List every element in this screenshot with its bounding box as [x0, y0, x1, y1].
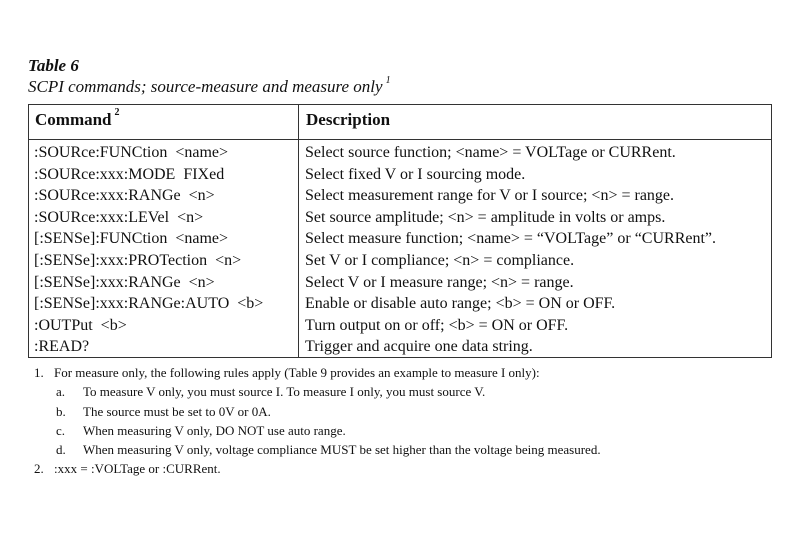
table-label: Table 6 — [28, 56, 79, 75]
command-column-header — [35, 107, 120, 130]
description-cell: Select V or I measure range; <n> = range. — [305, 273, 574, 291]
table-row — [29, 185, 771, 207]
footnote-1 — [34, 363, 601, 382]
description-cell: Set V or I compliance; <n> = compliance. — [305, 251, 575, 269]
subitem-text: When measuring V only, voltage compliance MUST be set higher than the voltage being measured. — [83, 442, 601, 458]
description-cell: Trigger and acquire one data string. — [305, 338, 533, 356]
footnote-text: For measure only, the following rules apply (Table 9 provides an example to measure I only): — [54, 365, 540, 380]
header-rule — [29, 139, 771, 140]
table-row — [29, 250, 771, 272]
command-footnote-ref: 2 — [114, 107, 120, 119]
subitem-text: To measure V only, you must source I. To measure I only, you must source V. — [83, 384, 486, 400]
subitem-letter: c. — [56, 422, 66, 438]
command-cell: :SOURce:FUNCtion <name> — [34, 144, 229, 161]
description-cell: Select measurement range for V or I source; <n> = range. — [305, 187, 675, 205]
table-row — [29, 336, 771, 358]
subitem-text: When measuring V only, DO NOT use auto range. — [83, 422, 346, 438]
description-cell: Turn output on or off; <b> = ON or OFF. — [305, 316, 569, 334]
table-footnotes — [34, 363, 601, 479]
description-column-header: Description — [306, 110, 391, 129]
subitem-letter: d. — [56, 442, 66, 458]
description-cell: Select source function; <name> = VOLTage or CURRent. — [305, 144, 676, 161]
command-header-text: Command — [35, 110, 112, 129]
table-row — [29, 142, 771, 164]
table-caption-text: SCPI commands; source-measure and measure only — [28, 77, 383, 96]
command-cell: :SOURce:xxx:RANGe <n> — [34, 187, 215, 205]
table-row — [29, 272, 771, 294]
description-cell: Select measure function; <name> = “VOLTage” or “CURRent”. — [305, 230, 717, 248]
footnote-2 — [34, 459, 601, 478]
command-cell: :READ? — [34, 338, 90, 356]
table-row — [29, 164, 771, 186]
footnote-text: :xxx = :VOLTage or :CURRent. — [54, 461, 221, 477]
command-cell: [:SENSe]:xxx:RANGe <n> — [34, 273, 215, 291]
table-row — [29, 315, 771, 337]
subitem-letter: a. — [56, 384, 66, 400]
description-cell: Enable or disable auto range; <b> = ON or OFF. — [305, 295, 616, 313]
command-cell: [:SENSe]:xxx:RANGe:AUTO <b> — [34, 295, 264, 313]
footnote-subitem-c — [34, 421, 601, 440]
table-row — [29, 293, 771, 315]
command-cell: :SOURce:xxx:MODE FIXed — [34, 165, 225, 183]
subitem-letter: b. — [56, 403, 66, 419]
command-cell: :OUTPut <b> — [34, 316, 127, 334]
footnote-subitem-d — [34, 440, 601, 459]
caption-footnote-ref: 1 — [385, 75, 391, 87]
table-body — [29, 142, 771, 358]
footnote-subitem-b — [34, 402, 601, 421]
footnote-subitem-a — [34, 382, 601, 401]
table-row — [29, 228, 771, 250]
description-cell: Set source amplitude; <n> = amplitude in volts or amps. — [305, 208, 666, 226]
description-cell: Select fixed V or I sourcing mode. — [305, 165, 526, 183]
command-cell: [:SENSe]:FUNCtion <name> — [34, 230, 229, 248]
subitem-text: The source must be set to 0V or 0A. — [83, 403, 271, 419]
table-row — [29, 207, 771, 229]
scpi-commands-table — [28, 104, 772, 358]
footnote-number: 1. — [34, 365, 44, 380]
table-caption — [28, 77, 391, 97]
command-cell: [:SENSe]:xxx:PROTection <n> — [34, 251, 242, 269]
footnote-number: 2. — [34, 461, 44, 477]
command-cell: :SOURce:xxx:LEVel <n> — [34, 208, 204, 226]
